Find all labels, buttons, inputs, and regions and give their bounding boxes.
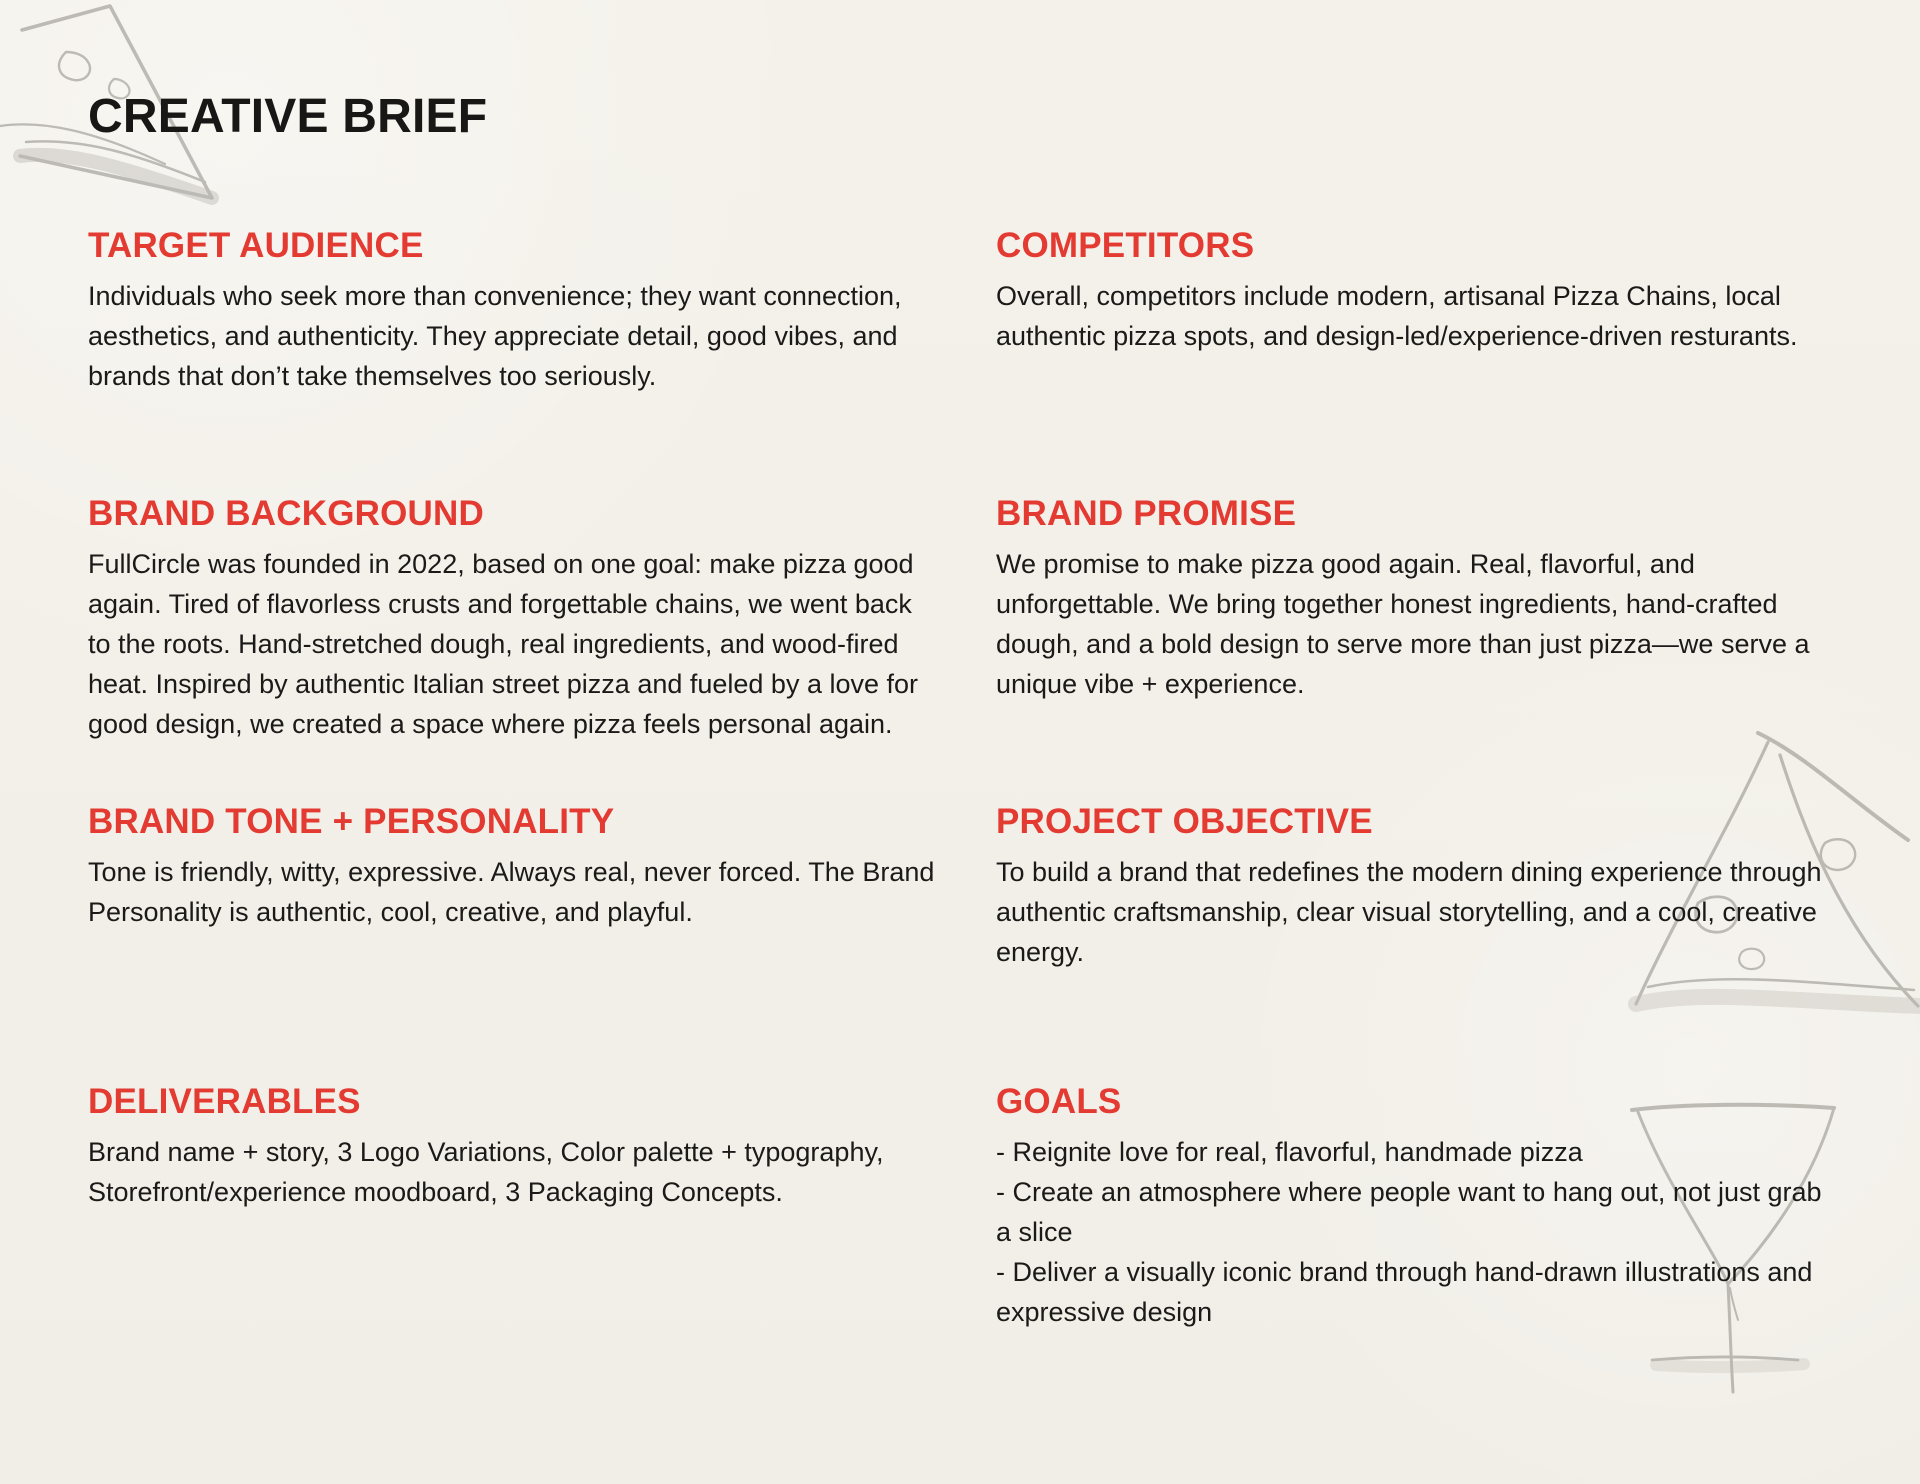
- brand-promise-text: We promise to make pizza good again. Real, flavorful, and unforgettable. We bring together honest ingredients, hand-crafted dough, and a bold design to serve more than just pizza—we serve a unique vibe + experience.: [996, 549, 1810, 699]
- goal-item: - Create an atmosphere where people want to hang out, not just grab a slice: [996, 1177, 1822, 1247]
- goals-section: [996, 1082, 1830, 1332]
- goals-heading: GOALS: [996, 1082, 1122, 1121]
- brand-promise-section: [996, 494, 1830, 704]
- goal-item: - Reignite love for real, flavorful, handmade pizza: [996, 1137, 1583, 1167]
- brand-tone-section: [88, 802, 938, 932]
- competitors-heading: COMPETITORS: [996, 226, 1255, 265]
- brand-promise-heading: BRAND PROMISE: [996, 494, 1297, 533]
- brand-background-text: FullCircle was founded in 2022, based on one goal: make pizza good again. Tired of flavorless crusts and forgettable chains, we went back to the roots. Hand-stretched dough, real ingredients, and wood-fired heat. Inspired by authentic Italian street pizza and fueled by a love for good design, we created a space where pizza feels personal again.: [88, 549, 919, 739]
- page-title: CREATIVE BRIEF: [88, 90, 488, 143]
- project-objective-heading: PROJECT OBJECTIVE: [996, 802, 1373, 841]
- goals-list: [996, 1132, 1830, 1332]
- project-objective-text: To build a brand that redefines the modern dining experience through authentic craftsmanship, clear visual storytelling, and a cool, creative energy.: [996, 857, 1822, 967]
- project-objective-section: [996, 802, 1830, 972]
- deliverables-section: [88, 1082, 938, 1212]
- goal-item: - Deliver a visually iconic brand through hand-drawn illustrations and expressive design: [996, 1257, 1813, 1327]
- brand-tone-heading: BRAND TONE + PERSONALITY: [88, 802, 615, 841]
- brand-background-section: [88, 494, 938, 744]
- deliverables-heading: DELIVERABLES: [88, 1082, 361, 1121]
- brand-tone-text: Tone is friendly, witty, expressive. Always real, never forced. The Brand Personality is authentic, cool, creative, and playful.: [88, 857, 935, 927]
- target-audience-text: Individuals who seek more than convenience; they want connection, aesthetics, and authenticity. They appreciate detail, good vibes, and brands that don’t take themselves too seriously.: [88, 281, 902, 391]
- competitors-text: Overall, competitors include modern, artisanal Pizza Chains, local authentic pizza spots, and design-led/experience-driven resturants.: [996, 281, 1798, 351]
- competitors-section: [996, 226, 1830, 356]
- brand-background-heading: BRAND BACKGROUND: [88, 494, 484, 533]
- target-audience-section: [88, 226, 938, 396]
- target-audience-heading: TARGET AUDIENCE: [88, 226, 424, 265]
- deliverables-text: Brand name + story, 3 Logo Variations, Color palette + typography, Storefront/experience moodboard, 3 Packaging Concepts.: [88, 1137, 884, 1207]
